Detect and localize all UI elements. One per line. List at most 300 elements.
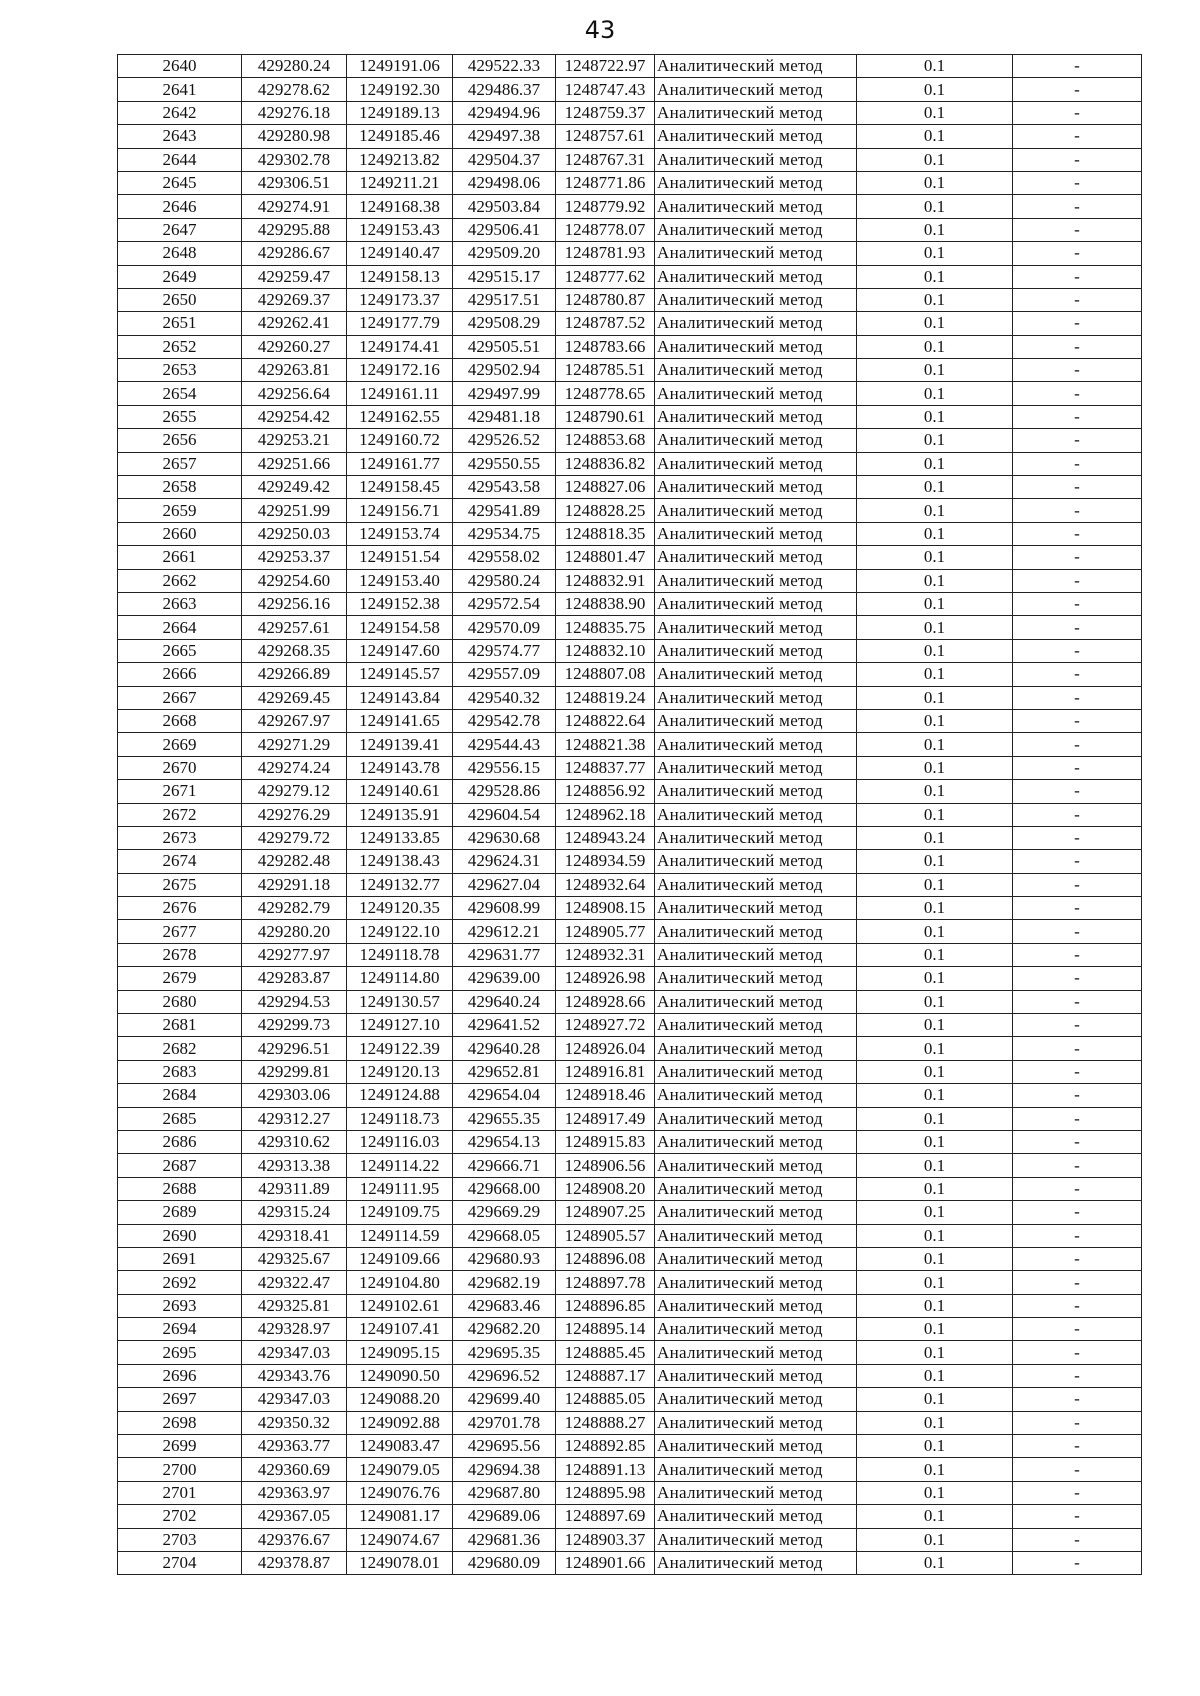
y1-cell: 1249185.46 [347,125,453,148]
point-number-cell: 2640 [118,55,242,78]
y1-cell: 1249177.79 [347,312,453,335]
note-cell: - [1013,1037,1142,1060]
accuracy-cell: 0.1 [857,967,1013,990]
y2-cell: 1248891.13 [556,1458,655,1481]
point-number-cell: 2647 [118,218,242,241]
point-number-cell: 2663 [118,592,242,615]
accuracy-cell: 0.1 [857,125,1013,148]
y2-cell: 1248822.64 [556,709,655,732]
table-row [118,1505,1142,1528]
method-cell: Аналитический метод [655,569,857,592]
point-number-cell: 2645 [118,171,242,194]
table-body [118,55,1142,1575]
method-cell: Аналитический метод [655,452,857,475]
table-row [118,1388,1142,1411]
y1-cell: 1249138.43 [347,850,453,873]
note-cell: - [1013,265,1142,288]
table-row [118,1014,1142,1037]
x2-cell: 429639.00 [453,967,556,990]
table-row [118,592,1142,615]
note-cell: - [1013,452,1142,475]
accuracy-cell: 0.1 [857,265,1013,288]
y1-cell: 1249172.16 [347,359,453,382]
table-row [118,1154,1142,1177]
accuracy-cell: 0.1 [857,1528,1013,1551]
accuracy-cell: 0.1 [857,920,1013,943]
y1-cell: 1249116.03 [347,1130,453,1153]
point-number-cell: 2669 [118,733,242,756]
y2-cell: 1248908.15 [556,897,655,920]
y1-cell: 1249145.57 [347,663,453,686]
x1-cell: 429306.51 [242,171,347,194]
y1-cell: 1249074.67 [347,1528,453,1551]
accuracy-cell: 0.1 [857,873,1013,896]
note-cell: - [1013,592,1142,615]
y1-cell: 1249118.73 [347,1107,453,1130]
x1-cell: 429276.29 [242,803,347,826]
x1-cell: 429294.53 [242,990,347,1013]
method-cell: Аналитический метод [655,1435,857,1458]
point-number-cell: 2662 [118,569,242,592]
y2-cell: 1248905.57 [556,1224,655,1247]
table-row [118,780,1142,803]
x1-cell: 429256.16 [242,592,347,615]
y2-cell: 1248853.68 [556,429,655,452]
note-cell: - [1013,125,1142,148]
accuracy-cell: 0.1 [857,639,1013,662]
point-number-cell: 2674 [118,850,242,873]
x1-cell: 429315.24 [242,1201,347,1224]
table-row [118,1364,1142,1387]
x2-cell: 429522.33 [453,55,556,78]
method-cell: Аналитический метод [655,265,857,288]
y1-cell: 1249118.78 [347,943,453,966]
method-cell: Аналитический метод [655,920,857,943]
y1-cell: 1249168.38 [347,195,453,218]
x1-cell: 429259.47 [242,265,347,288]
point-number-cell: 2665 [118,639,242,662]
y2-cell: 1248837.77 [556,756,655,779]
accuracy-cell: 0.1 [857,803,1013,826]
table-row [118,803,1142,826]
method-cell: Аналитический метод [655,1341,857,1364]
accuracy-cell: 0.1 [857,780,1013,803]
y1-cell: 1249161.11 [347,382,453,405]
y1-cell: 1249213.82 [347,148,453,171]
note-cell: - [1013,1318,1142,1341]
y1-cell: 1249152.38 [347,592,453,615]
x2-cell: 429570.09 [453,616,556,639]
y2-cell: 1248759.37 [556,101,655,124]
y1-cell: 1249122.10 [347,920,453,943]
y2-cell: 1248771.86 [556,171,655,194]
y1-cell: 1249143.78 [347,756,453,779]
y2-cell: 1248757.61 [556,125,655,148]
point-number-cell: 2648 [118,242,242,265]
accuracy-cell: 0.1 [857,592,1013,615]
y2-cell: 1248932.31 [556,943,655,966]
accuracy-cell: 0.1 [857,990,1013,1013]
accuracy-cell: 0.1 [857,1341,1013,1364]
table-row [118,148,1142,171]
point-number-cell: 2689 [118,1201,242,1224]
x1-cell: 429279.72 [242,826,347,849]
method-cell: Аналитический метод [655,1294,857,1317]
method-cell: Аналитический метод [655,709,857,732]
y2-cell: 1248932.64 [556,873,655,896]
table-row [118,1084,1142,1107]
y2-cell: 1248747.43 [556,78,655,101]
point-number-cell: 2686 [118,1130,242,1153]
x1-cell: 429278.62 [242,78,347,101]
y2-cell: 1248778.07 [556,218,655,241]
y1-cell: 1249104.80 [347,1271,453,1294]
table-row [118,429,1142,452]
method-cell: Аналитический метод [655,756,857,779]
note-cell: - [1013,756,1142,779]
y2-cell: 1248908.20 [556,1177,655,1200]
point-number-cell: 2672 [118,803,242,826]
method-cell: Аналитический метод [655,1388,857,1411]
point-number-cell: 2670 [118,756,242,779]
accuracy-cell: 0.1 [857,1037,1013,1060]
table-row [118,967,1142,990]
y1-cell: 1249191.06 [347,55,453,78]
y2-cell: 1248896.85 [556,1294,655,1317]
y2-cell: 1248918.46 [556,1084,655,1107]
x1-cell: 429280.24 [242,55,347,78]
point-number-cell: 2676 [118,897,242,920]
y1-cell: 1249211.21 [347,171,453,194]
x1-cell: 429274.91 [242,195,347,218]
table-row [118,873,1142,896]
y1-cell: 1249156.71 [347,499,453,522]
y2-cell: 1248915.83 [556,1130,655,1153]
y2-cell: 1248780.87 [556,288,655,311]
x2-cell: 429508.29 [453,312,556,335]
x1-cell: 429254.60 [242,569,347,592]
x1-cell: 429328.97 [242,1318,347,1341]
y2-cell: 1248819.24 [556,686,655,709]
point-number-cell: 2655 [118,405,242,428]
table-row [118,990,1142,1013]
point-number-cell: 2701 [118,1481,242,1504]
method-cell: Аналитический метод [655,171,857,194]
note-cell: - [1013,1247,1142,1270]
method-cell: Аналитический метод [655,780,857,803]
x1-cell: 429260.27 [242,335,347,358]
accuracy-cell: 0.1 [857,756,1013,779]
x2-cell: 429557.09 [453,663,556,686]
y2-cell: 1248897.78 [556,1271,655,1294]
y1-cell: 1249139.41 [347,733,453,756]
method-cell: Аналитический метод [655,943,857,966]
note-cell: - [1013,733,1142,756]
point-number-cell: 2660 [118,522,242,545]
table-row [118,101,1142,124]
x2-cell: 429655.35 [453,1107,556,1130]
table-row [118,242,1142,265]
note-cell: - [1013,242,1142,265]
method-cell: Аналитический метод [655,148,857,171]
point-number-cell: 2685 [118,1107,242,1130]
table-row [118,826,1142,849]
x2-cell: 429681.36 [453,1528,556,1551]
x2-cell: 429541.89 [453,499,556,522]
table-row [118,476,1142,499]
note-cell: - [1013,967,1142,990]
accuracy-cell: 0.1 [857,1481,1013,1504]
note-cell: - [1013,335,1142,358]
method-cell: Аналитический метод [655,1060,857,1083]
y1-cell: 1249090.50 [347,1364,453,1387]
x1-cell: 429249.42 [242,476,347,499]
accuracy-cell: 0.1 [857,1224,1013,1247]
y2-cell: 1248885.05 [556,1388,655,1411]
accuracy-cell: 0.1 [857,1388,1013,1411]
note-cell: - [1013,288,1142,311]
y2-cell: 1248790.61 [556,405,655,428]
point-number-cell: 2677 [118,920,242,943]
method-cell: Аналитический метод [655,686,857,709]
point-number-cell: 2671 [118,780,242,803]
x2-cell: 429695.35 [453,1341,556,1364]
accuracy-cell: 0.1 [857,1552,1013,1575]
method-cell: Аналитический метод [655,826,857,849]
accuracy-cell: 0.1 [857,288,1013,311]
x2-cell: 429604.54 [453,803,556,826]
y1-cell: 1249140.47 [347,242,453,265]
y1-cell: 1249161.77 [347,452,453,475]
y1-cell: 1249076.76 [347,1481,453,1504]
point-number-cell: 2644 [118,148,242,171]
table-row [118,1201,1142,1224]
point-number-cell: 2680 [118,990,242,1013]
method-cell: Аналитический метод [655,1364,857,1387]
x2-cell: 429540.32 [453,686,556,709]
point-number-cell: 2681 [118,1014,242,1037]
method-cell: Аналитический метод [655,1318,857,1341]
y2-cell: 1248895.98 [556,1481,655,1504]
x2-cell: 429694.38 [453,1458,556,1481]
method-cell: Аналитический метод [655,1224,857,1247]
method-cell: Аналитический метод [655,733,857,756]
y1-cell: 1249078.01 [347,1552,453,1575]
method-cell: Аналитический метод [655,1084,857,1107]
table-row [118,1481,1142,1504]
accuracy-cell: 0.1 [857,663,1013,686]
point-number-cell: 2678 [118,943,242,966]
y2-cell: 1248916.81 [556,1060,655,1083]
accuracy-cell: 0.1 [857,1435,1013,1458]
y1-cell: 1249173.37 [347,288,453,311]
table-row [118,733,1142,756]
note-cell: - [1013,1505,1142,1528]
x2-cell: 429498.06 [453,171,556,194]
y2-cell: 1248783.66 [556,335,655,358]
y1-cell: 1249109.75 [347,1201,453,1224]
method-cell: Аналитический метод [655,218,857,241]
x2-cell: 429504.37 [453,148,556,171]
note-cell: - [1013,990,1142,1013]
note-cell: - [1013,1388,1142,1411]
y1-cell: 1249124.88 [347,1084,453,1107]
method-cell: Аналитический метод [655,897,857,920]
point-number-cell: 2661 [118,546,242,569]
accuracy-cell: 0.1 [857,335,1013,358]
accuracy-cell: 0.1 [857,499,1013,522]
point-number-cell: 2654 [118,382,242,405]
point-number-cell: 2643 [118,125,242,148]
note-cell: - [1013,405,1142,428]
table-row [118,312,1142,335]
point-number-cell: 2656 [118,429,242,452]
method-cell: Аналитический метод [655,55,857,78]
table-row [118,452,1142,475]
x2-cell: 429666.71 [453,1154,556,1177]
table-row [118,756,1142,779]
x1-cell: 429363.97 [242,1481,347,1504]
note-cell: - [1013,78,1142,101]
y1-cell: 1249151.54 [347,546,453,569]
point-number-cell: 2693 [118,1294,242,1317]
y1-cell: 1249162.55 [347,405,453,428]
table-row [118,709,1142,732]
point-number-cell: 2668 [118,709,242,732]
x1-cell: 429295.88 [242,218,347,241]
x1-cell: 429277.97 [242,943,347,966]
x2-cell: 429528.86 [453,780,556,803]
table-row [118,1037,1142,1060]
x1-cell: 429279.12 [242,780,347,803]
point-number-cell: 2682 [118,1037,242,1060]
y1-cell: 1249083.47 [347,1435,453,1458]
table-row [118,171,1142,194]
x1-cell: 429266.89 [242,663,347,686]
accuracy-cell: 0.1 [857,826,1013,849]
note-cell: - [1013,1528,1142,1551]
point-number-cell: 2683 [118,1060,242,1083]
table-row [118,1552,1142,1575]
x1-cell: 429280.98 [242,125,347,148]
y1-cell: 1249107.41 [347,1318,453,1341]
table-row [118,1411,1142,1434]
point-number-cell: 2694 [118,1318,242,1341]
x1-cell: 429250.03 [242,522,347,545]
y2-cell: 1248934.59 [556,850,655,873]
accuracy-cell: 0.1 [857,1060,1013,1083]
x1-cell: 429299.81 [242,1060,347,1083]
point-number-cell: 2684 [118,1084,242,1107]
x1-cell: 429267.97 [242,709,347,732]
accuracy-cell: 0.1 [857,897,1013,920]
y1-cell: 1249088.20 [347,1388,453,1411]
y2-cell: 1248885.45 [556,1341,655,1364]
note-cell: - [1013,943,1142,966]
note-cell: - [1013,686,1142,709]
y2-cell: 1248827.06 [556,476,655,499]
x2-cell: 429640.28 [453,1037,556,1060]
y1-cell: 1249153.43 [347,218,453,241]
table-row [118,125,1142,148]
point-number-cell: 2702 [118,1505,242,1528]
y2-cell: 1248905.77 [556,920,655,943]
y2-cell: 1248901.66 [556,1552,655,1575]
x1-cell: 429268.35 [242,639,347,662]
accuracy-cell: 0.1 [857,78,1013,101]
y1-cell: 1249120.13 [347,1060,453,1083]
y1-cell: 1249132.77 [347,873,453,896]
table-row [118,897,1142,920]
y2-cell: 1248835.75 [556,616,655,639]
x2-cell: 429668.00 [453,1177,556,1200]
x2-cell: 429668.05 [453,1224,556,1247]
note-cell: - [1013,476,1142,499]
method-cell: Аналитический метод [655,592,857,615]
accuracy-cell: 0.1 [857,101,1013,124]
page-number: 43 [584,16,616,44]
x1-cell: 429303.06 [242,1084,347,1107]
point-number-cell: 2696 [118,1364,242,1387]
accuracy-cell: 0.1 [857,1084,1013,1107]
point-number-cell: 2703 [118,1528,242,1551]
accuracy-cell: 0.1 [857,1014,1013,1037]
x2-cell: 429640.24 [453,990,556,1013]
y1-cell: 1249174.41 [347,335,453,358]
y2-cell: 1248821.38 [556,733,655,756]
accuracy-cell: 0.1 [857,1107,1013,1130]
point-number-cell: 2651 [118,312,242,335]
method-cell: Аналитический метод [655,1037,857,1060]
method-cell: Аналитический метод [655,195,857,218]
y1-cell: 1249154.58 [347,616,453,639]
table-row [118,499,1142,522]
x1-cell: 429378.87 [242,1552,347,1575]
x2-cell: 429699.40 [453,1388,556,1411]
y2-cell: 1248781.93 [556,242,655,265]
x1-cell: 429257.61 [242,616,347,639]
table-row [118,1435,1142,1458]
x2-cell: 429701.78 [453,1411,556,1434]
method-cell: Аналитический метод [655,1107,857,1130]
table-row [118,1247,1142,1270]
point-number-cell: 2697 [118,1388,242,1411]
x2-cell: 429506.41 [453,218,556,241]
x2-cell: 429574.77 [453,639,556,662]
y1-cell: 1249114.80 [347,967,453,990]
method-cell: Аналитический метод [655,1481,857,1504]
x1-cell: 429312.27 [242,1107,347,1130]
table-row [118,1107,1142,1130]
y2-cell: 1248838.90 [556,592,655,615]
table-row [118,1528,1142,1551]
table-row [118,920,1142,943]
y2-cell: 1248917.49 [556,1107,655,1130]
point-number-cell: 2658 [118,476,242,499]
x2-cell: 429689.06 [453,1505,556,1528]
note-cell: - [1013,1201,1142,1224]
x1-cell: 429291.18 [242,873,347,896]
y1-cell: 1249127.10 [347,1014,453,1037]
table-row [118,405,1142,428]
y1-cell: 1249120.35 [347,897,453,920]
note-cell: - [1013,1411,1142,1434]
method-cell: Аналитический метод [655,1130,857,1153]
y2-cell: 1248926.98 [556,967,655,990]
x1-cell: 429367.05 [242,1505,347,1528]
accuracy-cell: 0.1 [857,569,1013,592]
x2-cell: 429505.51 [453,335,556,358]
